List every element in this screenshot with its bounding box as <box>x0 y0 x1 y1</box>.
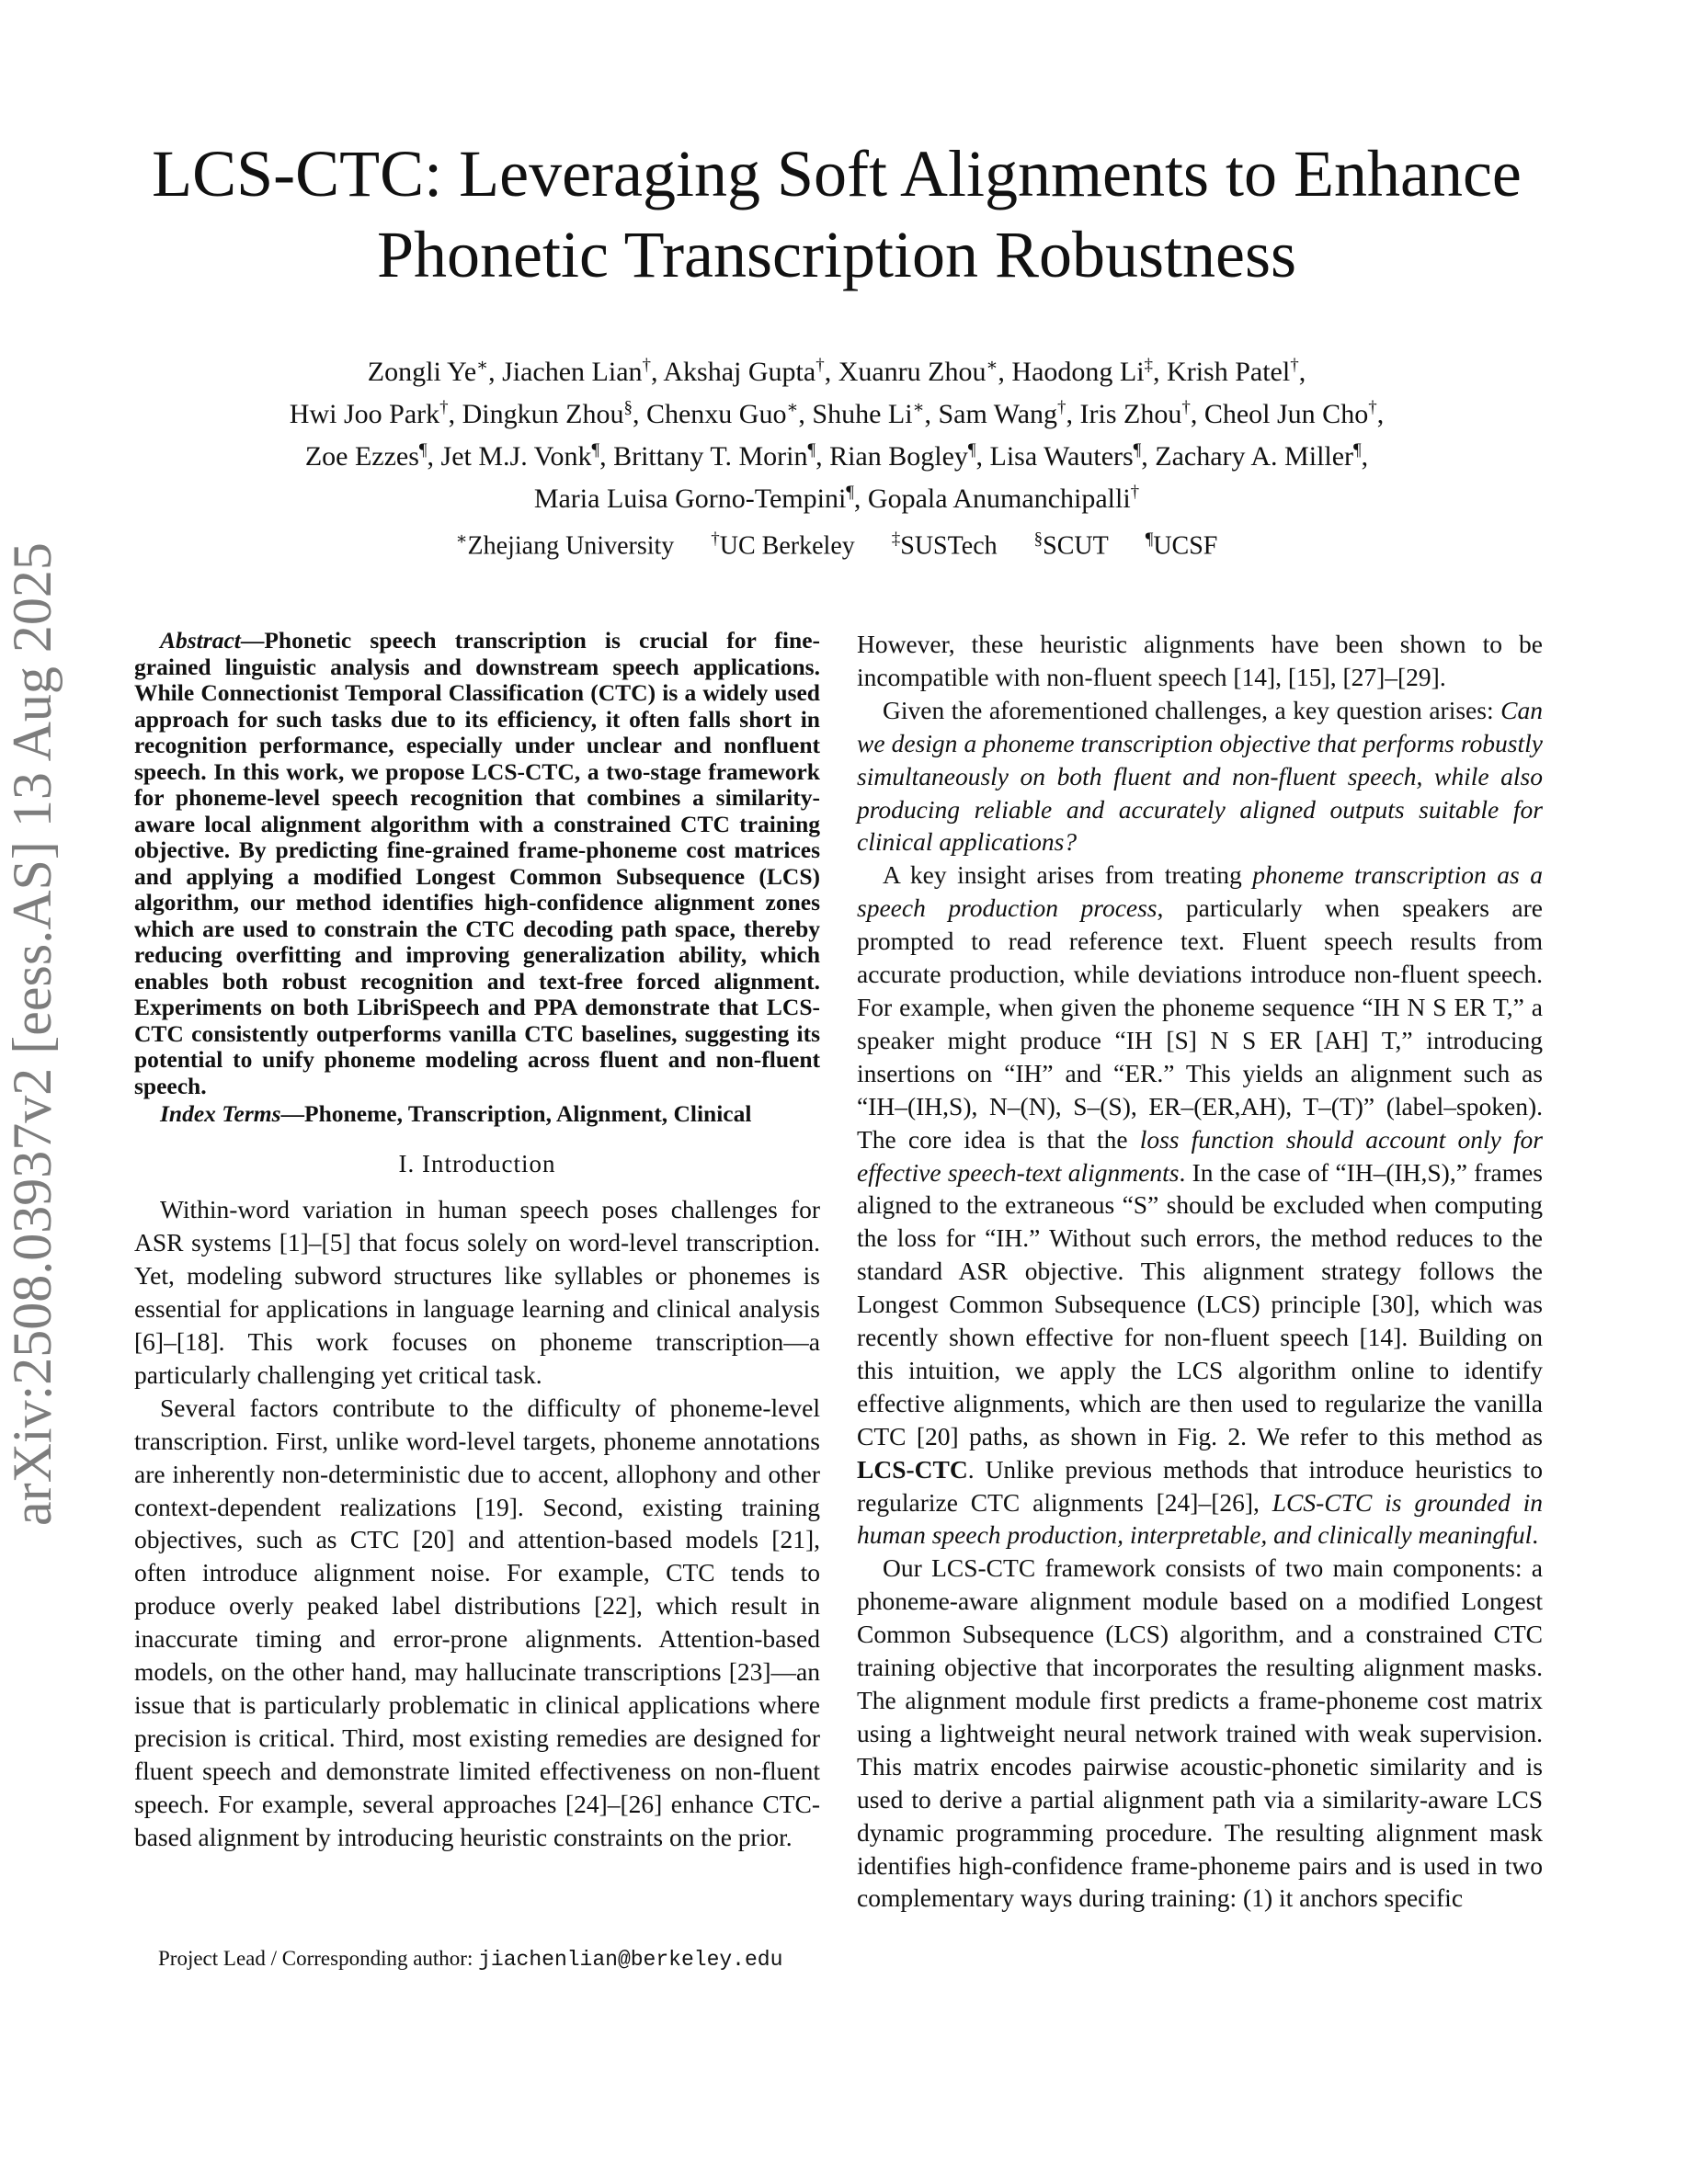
author <box>663 357 824 387</box>
affiliation-mark: ‡ <box>891 529 901 549</box>
affiliation-mark: † <box>815 356 825 375</box>
right-paragraph-1: However, these heuristic alignments have been shown to be incompatible with non-fluent speech [14], [15], [27]–[29]. <box>857 630 1543 691</box>
author <box>646 399 798 429</box>
right-paragraph-4: Our LCS-CTC framework consists of two main components: a phoneme-aware alignment module based on a modified Longest Common Subsequence (LCS) algorithm, and a constrained CTC training objective that incorporates the resulting alignment masks. The alignment module first predicts a frame-phoneme cost matrix using a lightweight neural network trained with weak supervision. This matrix encodes pairwise acoustic-phonetic similarity and is used to derive a partial alignment path via a similarity-aware LCS dynamic programming procedure. The resulting alignment mask identifies high-confidence frame-phoneme pairs and is used in two complementary ways during training: (1) it anchors specific <box>857 1553 1543 1913</box>
author <box>829 441 975 472</box>
paper-title <box>92 133 1581 295</box>
author-name: Iris Zhou <box>1079 399 1182 429</box>
author-name: Chenxu Guo <box>645 399 787 429</box>
right-paragraph-3 <box>857 859 1543 1552</box>
author-name: Krish Patel <box>1167 357 1291 387</box>
title-line-2: Phonetic Transcription Robustness <box>376 218 1297 291</box>
title-line-1: LCS-CTC: Leveraging Soft Alignments to Enhance <box>152 137 1522 210</box>
affiliation-mark: ¶ <box>846 483 854 502</box>
affiliation <box>711 529 854 561</box>
right-p3-part-i: . <box>1532 1520 1539 1550</box>
right-p2-lead: Given the aforementioned challenges, a key question arises: <box>883 695 1501 724</box>
author <box>1155 441 1361 472</box>
author-name: Gopala Anumanchipalli <box>867 483 1131 514</box>
affiliation-mark: † <box>642 356 652 375</box>
right-p3-emphasis-1: phoneme transcription as a speech production process <box>857 860 1543 923</box>
method-name: LCS-CTC <box>857 1454 968 1484</box>
affiliation-mark: † <box>1130 483 1140 502</box>
author <box>502 357 651 387</box>
affiliation-mark: † <box>1181 398 1191 417</box>
right-p3-part-e: . In the case of “IH–(IH,S),” frames aligned to the extraneous “S” should be excluded when computing the loss for “IH.” Without such errors, the method reduces to the standard ASR objective. This alignment strategy follows the Longest Common Subsequence (LCS) principle [30], which was recently shown effective for non-fluent speech [14]. Building on this intuition, we apply the LCS algorithm online to identify effective alignments, which are then used to regularize the vanilla CTC [20] paths, as shown in Fig. 2. We refer to this method as <box>857 1157 1543 1450</box>
author <box>462 399 633 429</box>
section-heading-introduction: I. Introduction <box>398 1149 556 1177</box>
affiliation-mark: § <box>623 398 633 417</box>
author <box>1080 399 1191 429</box>
right-p3-part-c: , particularly when speakers are prompted to read reference text. Fluent speech results from accurate production, while deviations introduce non-fluent speech. For example, when given the phoneme sequence “IH N S ER T,” a speaker might produce “IH [S] N S ER [AH] T,” introducing insertions on “IH” and “ER.” This yields an alignment such as “IH–(IH,S), N–(N), S–(S), ER–(ER,AH), T–(T)” (label–spoken). The core idea is that the <box>857 893 1544 1154</box>
affiliation-mark: † <box>1290 356 1299 375</box>
author-name: Jet M.J. Vonk <box>440 441 592 472</box>
author <box>613 441 815 472</box>
affiliation-mark: ¶ <box>807 440 816 460</box>
author-name: Zachary A. Miller <box>1155 441 1354 472</box>
author-name: Zongli Ye <box>367 357 477 387</box>
right-p3-part-g: . Unlike previous methods that introduce heuristics to regularize CTC alignments [24]–[26], <box>857 1454 1543 1517</box>
author-name: Rian Bogley <box>829 441 968 472</box>
author-name: Haodong Li <box>1011 357 1145 387</box>
author-name: Cheol Jun Cho <box>1203 399 1369 429</box>
author-name: Jiachen Lian <box>502 357 643 387</box>
affiliation-mark: ¶ <box>591 440 600 460</box>
affiliation-mark: ∗ <box>476 356 489 375</box>
affiliation-mark: ∗ <box>786 398 799 417</box>
right-p3-emphasis-3: LCS-CTC is grounded in human speech production, interpretable, and clinically meaningful <box>857 1487 1543 1550</box>
right-paragraph-2 <box>857 694 1543 859</box>
affiliation-name: UC Berkeley <box>719 531 855 561</box>
affiliation <box>892 529 998 561</box>
affiliation-mark: ¶ <box>1133 440 1142 460</box>
author-name: Sam Wang <box>938 399 1058 429</box>
author-name: Maria Luisa Gorno-Tempini <box>533 483 847 514</box>
author-name: Xuanru Zhou <box>838 357 987 387</box>
author <box>1167 357 1299 387</box>
author-name: Shuhe Li <box>812 399 913 429</box>
index-terms-text: —Phoneme, Transcription, Alignment, Clinical <box>280 1100 752 1127</box>
affiliation-mark: ¶ <box>1353 440 1362 460</box>
intro-paragraph-1: Within-word variation in human speech poses challenges for ASR systems [1]–[5] that focus solely on word-level transcription. Yet, modeling subword structures like syllables or phonemes is essential for applications in language learning and clinical analysis [6]–[18]. This work focuses on phoneme transcription—a particularly challenging yet critical task. <box>134 1195 820 1389</box>
author-name: Dingkun Zhou <box>462 399 624 429</box>
affiliation-mark: † <box>439 398 449 417</box>
author-name: Brittany T. Morin <box>613 441 808 472</box>
right-p3-emphasis-2: loss function should account only for effective speech-text alignments <box>857 1124 1543 1187</box>
affiliation-name: Zhejiang University <box>467 531 675 561</box>
research-question: Can we design a phoneme transcription objective that performs robustly simultaneously on both fluent and non-fluent speech, while also producing reliable and accurately aligned outputs suitable for clinical applications? <box>857 695 1543 857</box>
author <box>868 483 1139 514</box>
author <box>938 399 1066 429</box>
affiliation-name: SUSTech <box>900 531 998 561</box>
author <box>290 399 449 429</box>
affiliation-mark: † <box>711 529 720 549</box>
author <box>812 399 924 429</box>
author <box>838 357 998 387</box>
intro-paragraph-2: Several factors contribute to the difficulty of phoneme-level transcription. First, unlike word-level targets, phoneme annotations are inherently non-deterministic due to accent, allophony and other context-dependent realizations [19]. Second, existing training objectives, such as CTC [20] and attention-based models [21], often introduce alignment noise. For example, CTC tends to produce overly peaked label distributions [22], which result in inaccurate timing and error-prone alignments. Attention-based models, on the other hand, may hallucinate transcriptions [23]—an issue that is particularly problematic in clinical applications where precision is critical. Third, most existing remedies are designed for fluent speech and demonstrate limited effectiveness on non-fluent speech. For example, several approaches [24]–[26] enhance CTC-based alignment by introducing heuristic constraints on the prior. <box>134 1393 820 1851</box>
author <box>1204 399 1377 429</box>
affiliation-mark: ∗ <box>986 356 998 375</box>
footnote <box>158 1947 782 1972</box>
index-terms <box>134 1101 820 1128</box>
author <box>305 441 428 472</box>
affiliation-mark: † <box>1368 398 1377 417</box>
author <box>534 483 854 514</box>
abstract <box>134 628 820 1099</box>
affiliation-mark: ∗ <box>912 398 925 417</box>
affiliation-mark: ¶ <box>967 440 976 460</box>
author-list: Zongli Ye∗, Jiachen Lian†, Akshaj Gupta†, Xuanru Zhou∗, Haodong Li‡, Krish Patel†, Hwi Joo Park†, Dingkun Zhou§, Chenxu Guo∗, Shuhe Li∗, Sam Wang†, Iris Zhou†, Cheol Jun Cho†, Zoe Ezzes¶, Jet M.J. Vonk¶, Brittany T. Morin¶, Rian Bogley¶, Lisa Wauters¶, Zachary A. Miller¶, Maria Luisa Gorno-Tempini¶, Gopala Anumanchipalli† <box>289 356 1385 514</box>
affiliation-name: SCUT <box>1043 531 1109 561</box>
right-column <box>857 628 1543 1915</box>
author <box>1011 357 1153 387</box>
affiliation-name: UCSF <box>1153 531 1218 561</box>
affiliation <box>1034 529 1109 561</box>
right-p3-part-a: A key insight arises from treating <box>883 860 1253 890</box>
affiliation-mark: ¶ <box>1145 529 1154 549</box>
affiliation-mark: ¶ <box>418 440 428 460</box>
affiliation-mark: § <box>1033 529 1044 549</box>
affiliation-mark: ‡ <box>1144 356 1154 375</box>
author-name: Zoe Ezzes <box>304 441 419 472</box>
author-name: Hwi Joo Park <box>289 399 440 429</box>
affiliation-list <box>120 529 1554 561</box>
corresponding-email: jiachenlian@berkeley.edu <box>478 1948 783 1972</box>
affiliation-mark: † <box>1057 398 1066 417</box>
author <box>441 441 600 472</box>
arxiv-identifier-stamp: arXiv:2508.03937v2 [eess.AS] 13 Aug 2025 <box>2 542 63 1526</box>
affiliation-mark: ∗ <box>455 529 468 549</box>
abstract-text: —Phonetic speech transcription is crucial for fine-grained linguistic analysis and downstream speech applications. While Connectionist Temporal Classification (CTC) is a widely used approach for such tasks due to its efficiency, it often falls short in recognition performance, especially under unclear and nonfluent speech. In this work, we propose LCS-CTC, a two-stage framework for phoneme-level speech recognition that combines a similarity-aware local alignment algorithm with a constrained CTC training objective. By predicting fine-grained frame-phoneme cost matrices and applying a modified Longest Common Subsequence (LCS) algorithm, our method identifies high-confidence alignment zones which are used to constrain the CTC decoding path space, thereby reducing overfitting and improving generalization ability, which enables both robust recognition and text-free forced alignment. Experiments on both LibriSpeech and PPA demonstrate that LCS-CTC consistently outperforms vanilla CTC baselines, suggesting its potential to unify phoneme modeling across fluent and non-fluent speech. <box>134 627 820 1099</box>
affiliation <box>1146 529 1218 561</box>
left-column <box>134 628 820 1854</box>
author <box>990 441 1142 472</box>
abstract-label: Abstract <box>160 627 241 654</box>
affiliation <box>456 529 675 561</box>
index-terms-label: Index Terms <box>160 1100 281 1127</box>
footnote-label: Project Lead / Corresponding author: <box>158 1947 479 1970</box>
author <box>368 357 488 387</box>
author-name: Akshaj Gupta <box>663 357 816 387</box>
author-name: Lisa Wauters <box>989 441 1134 472</box>
